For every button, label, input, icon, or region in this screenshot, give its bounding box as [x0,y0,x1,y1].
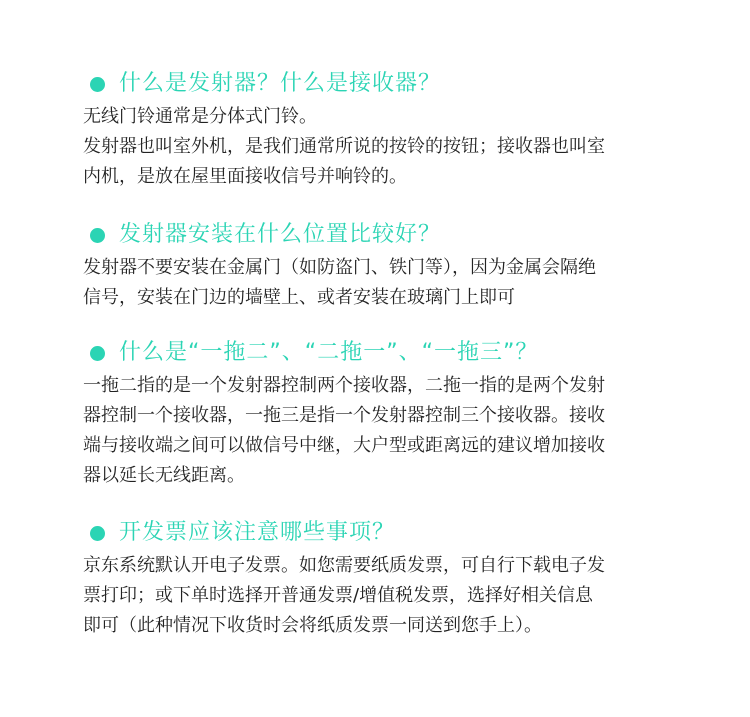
faq-question [83,337,673,369]
bullet-dot-icon [90,346,105,361]
faq-answer-line: 信号，安装在门边的墙壁上、或者安装在玻璃门上即可 [83,287,515,308]
faq-answer-line: 无线门铃通常是分体式门铃。 [83,106,317,127]
bullet-dot-icon [90,228,105,243]
faq-question-text: 什么是“一拖二”、“二拖一”、“一拖三”？ [119,340,539,365]
bullet-dot-icon [90,77,105,92]
faq-answer [83,371,673,491]
faq-answer-line: 发射器也叫室外机，是我们通常所说的按铃的按钮；接收器也叫室 [83,136,605,157]
bullet-dot-icon [90,526,105,541]
faq-section-pairing-modes [83,337,673,491]
faq-answer [83,102,673,192]
faq-answer-line: 即可（此种情况下收货时会将纸质发票一同送到您手上）。 [83,615,542,636]
faq-answer-line: 器控制一个接收器，一拖三是指一个发射器控制三个接收器。接收 [83,405,605,426]
faq-answer-line: 端与接收端之间可以做信号中继，大户型或距离远的建议增加接收 [83,435,605,456]
faq-answer [83,551,673,641]
faq-answer-line: 发射器不要安装在金属门（如防盗门、铁门等），因为金属会隔绝 [83,257,596,278]
faq-question-text: 开发票应该注意哪些事项？ [119,520,396,545]
faq-section-invoice [83,517,673,641]
faq-answer [83,253,673,313]
faq-section-transmitter-receiver [83,68,673,192]
faq-question [83,68,673,100]
faq-question-text: 什么是发射器？什么是接收器？ [119,71,442,96]
faq-answer-line: 器以延长无线距离。 [83,465,245,486]
faq-question [83,219,673,251]
faq-answer-line: 一拖二指的是一个发射器控制两个接收器，二拖一指的是两个发射 [83,375,605,396]
faq-question-text: 发射器安装在什么位置比较好？ [119,222,442,247]
faq-answer-line: 内机，是放在屋里面接收信号并响铃的。 [83,166,407,187]
faq-section-install-position [83,219,673,313]
faq-answer-line: 票打印；或下单时选择开普通发票/增值税发票，选择好相关信息 [83,585,594,606]
faq-answer-line: 京东系统默认开电子发票。如您需要纸质发票，可自行下载电子发 [83,555,605,576]
faq-question [83,517,673,549]
